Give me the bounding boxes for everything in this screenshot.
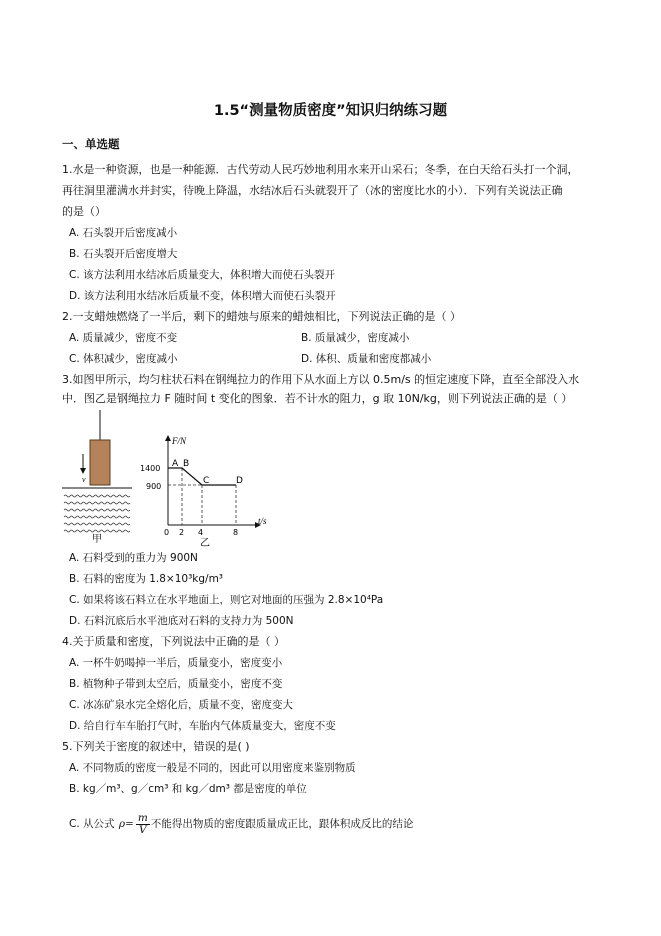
x-tick-0: 0	[164, 528, 170, 537]
q3-option-b: B. 石料的密度为 1.8×10³kg/m³	[69, 573, 224, 585]
y-tick-1400: 1400	[140, 464, 161, 473]
water-wave-line	[64, 502, 130, 504]
q5-option-c-suffix: 不能得出物质的密度跟质量成正比，跟体积成反比的结论	[150, 818, 414, 830]
q2-option-c: C. 体积减少，密度减小	[69, 353, 178, 365]
formula-eq: =	[125, 818, 134, 830]
y-axis-arrow-icon	[165, 435, 171, 441]
q3-option-a: A. 石料受到的重力为 900N	[69, 552, 198, 564]
q4-option-a: A. 一杯牛奶喝掉一半后，质量变小，密度变小	[69, 657, 283, 669]
y-tick-900: 900	[146, 482, 162, 491]
q5-option-c	[69, 812, 413, 836]
q3-line-2: 中．图乙是钢绳拉力 F 随时间 t 变化的图象．若不计水的阻力，g 取 10N/kg，则下列说法正确的是（ ）	[62, 392, 573, 405]
stone-block	[90, 440, 110, 485]
q1-option-a: A. 石头裂开后密度减小	[69, 227, 178, 239]
force-curve	[168, 468, 236, 485]
arrow-down-icon	[80, 468, 86, 474]
q2-option-b: B. 质量减少，密度减小	[301, 332, 410, 344]
point-a: A	[172, 459, 179, 469]
x-axis-label: t/s	[258, 516, 267, 526]
water-waves	[64, 495, 130, 532]
q2-option-a: A. 质量减少，密度不变	[69, 332, 178, 344]
q4-option-c: C. 冰冻矿泉水完全熔化后，质量不变，密度变大	[69, 699, 294, 711]
water-wave-line	[64, 495, 130, 497]
q1-option-d: D. 该方法利用水结冰后质量不变，体积增大而使石头裂开	[69, 290, 336, 302]
formula-fraction	[136, 813, 150, 836]
q4-option-b: B. 植物种子带到太空后，质量变小，密度不变	[69, 678, 283, 690]
x-tick-8: 8	[233, 528, 239, 537]
formula-rho: ρ	[118, 818, 126, 830]
q4-option-d: D. 给自行车车胎打气时，车胎内气体质量变大，密度不变	[69, 720, 336, 732]
formula-denominator: V	[139, 823, 147, 836]
q2-line: 2.一支蜡烛燃烧了一半后，剩下的蜡烛与原来的蜡烛相比，下列说法正确的是（ ）	[62, 310, 461, 323]
q5-option-b: B. kg／m³、g／cm³ 和 kg／dm³ 都是密度的单位	[69, 783, 307, 795]
formula-numerator: m	[137, 811, 148, 824]
water-wave-line	[64, 523, 130, 525]
q3-line-1: 3.如图甲所示，均匀柱状石料在钢绳拉力的作用下从水面上方以 0.5m/s 的恒定速度下降，直至全部没入水	[62, 373, 580, 386]
point-c: C	[203, 476, 210, 486]
label-yi: 乙	[200, 538, 210, 549]
label-jia: 甲	[92, 534, 102, 545]
q1-option-b: B. 石头裂开后密度增大	[69, 248, 178, 260]
q5-option-c-prefix: C. 从公式	[69, 818, 115, 830]
q5-line: 5.下列关于密度的叙述中，错误的是( )	[62, 740, 250, 753]
x-tick-4: 4	[198, 528, 204, 537]
q3-option-c: C. 如果将该石料立在水平地面上，则它对地面的压强为 2.8×10⁴Pa	[69, 594, 384, 606]
q1-line-2: 再往洞里灌满水并封实，待晚上降温，水结冰后石头就裂开了（冰的密度比水的小）．下列有关说法正确	[62, 184, 563, 197]
q2-option-d: D. 体积、质量和密度都减小	[301, 353, 432, 365]
figure-jia	[62, 410, 132, 545]
x-tick-2: 2	[179, 528, 185, 537]
v-label: v	[82, 475, 86, 484]
q1-line-3: 的是（）	[62, 205, 106, 218]
water-wave-line	[64, 516, 130, 518]
q3-figure	[62, 410, 282, 550]
figure-yi	[140, 435, 267, 549]
density-formula	[119, 812, 134, 836]
y-axis-label: F/N	[172, 436, 187, 446]
q4-line: 4.关于质量和密度，下列说法中正确的是（ ）	[62, 635, 285, 648]
point-d: D	[236, 476, 243, 486]
water-wave-line	[64, 509, 130, 511]
q1-line-1: 1.水是一种资源，也是一种能源．古代劳动人民巧妙地利用水来开山采石；冬季，在白天给石头打一个洞，	[62, 163, 579, 176]
section-title: 一、单选题	[62, 137, 120, 151]
water-wave-line	[64, 530, 130, 532]
q3-option-d: D. 石料沉底后水平池底对石料的支持力为 500N	[69, 615, 294, 627]
q5-option-a: A. 不同物质的密度一般是不同的，因此可以用密度来鉴别物质	[69, 762, 356, 774]
page-title: 1.5“测量物质密度”知识归纳练习题	[213, 103, 448, 119]
point-b: B	[183, 459, 190, 469]
q1-option-c: C. 该方法利用水结冰后质量变大，体积增大而使石头裂开	[69, 269, 336, 281]
